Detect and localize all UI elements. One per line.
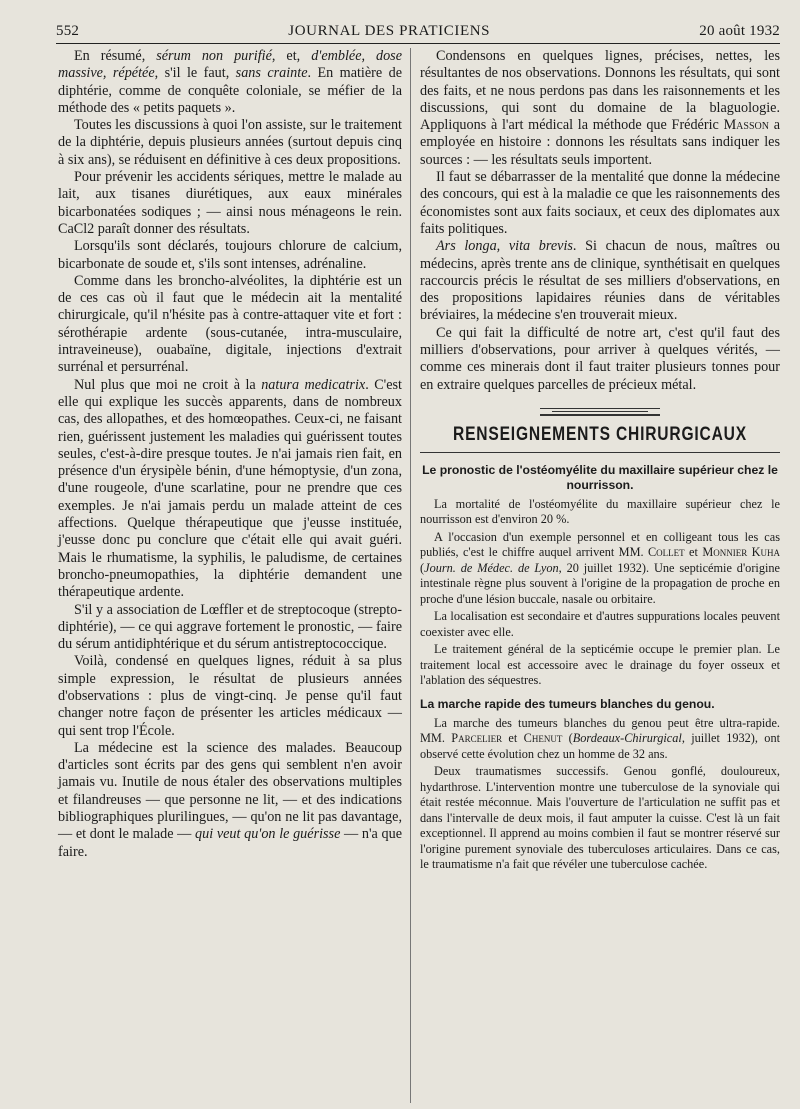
- paragraph: [420, 642, 780, 689]
- text-run: , 20 juillet 1932). Une septicémie d'origine intestinale règne plus souvent à l'origine de la propagation de proche en proche d'une lésion buccale, nasale ou orbitaire.: [420, 560, 780, 606]
- italic-text: qui veut qu'on le guérisse: [195, 826, 341, 843]
- paragraph: [58, 653, 402, 739]
- text-run: Ce qui fait la difficulté de notre art, c'est qu'il faut des milliers d'observations, pour arriver à quelques vérités, — comme ces minerais dont il faut traiter plusieurs tonnes pour en extraire quelques parcelles de précieux métal.: [420, 324, 780, 393]
- article-title: Le pronostic de l'ostéomyélite du maxillaire supérieur chez le nourrisson.: [422, 462, 778, 492]
- text-run: Voilà, condensé en quelques lignes, réduit à sa plus simple expression, le résultat de plusieurs années d'observations : plus de vingt-cinq. Je pense qu'il faut changer notre façon de présenter les articles médicaux — qui sent trop l'École.: [58, 653, 402, 739]
- text-run: S'il y a association de Lœffler et de streptocoque (strepto-diphtérie), — ce qui aggrave fortement le pronostic, — faire du sérum antidiphtérique et du sérum antistreptococcique.: [58, 601, 402, 653]
- section-title: RENSEIGNEMENTS CHIRURGICAUX: [453, 423, 747, 445]
- text-run: Il faut se débarrasser de la mentalité que donne la médecine des concours, qui est à la maladie ce que les raisonnements des économistes sont aux faits sociaux, et ceux des diplomates aux faits politiques.: [420, 169, 780, 237]
- paragraph: [58, 740, 402, 861]
- text-run: Condensons en quelques lignes, précises, nettes, les résultantes de nos observations. Donnons les résultats, qui sont des faits, et ne nous perdons pas dans les raisonnements et les discussions, qui sont du domaine de la blaguologie. Appliquons à l'art médical la méthode que Frédéric: [420, 48, 780, 134]
- text-run: La marche des tumeurs blanches du genou peut être ultra-rapide. MM.: [420, 715, 780, 746]
- author-name: Collet: [647, 545, 685, 560]
- text-run: . En matière de diphtérie, comme de conquête coloniale, se méfier de la méthode des « petits paquets ».: [58, 65, 403, 116]
- paragraph: [58, 238, 402, 273]
- text-run: a employée en histoire : donnons les résultats sans indiquer les sources : — les résultats seuls importent.: [420, 117, 780, 168]
- text-run: , s'il le faut,: [154, 65, 236, 82]
- article-body: [420, 716, 780, 873]
- italic-text: sérum non purifié: [156, 48, 272, 64]
- paragraph: [58, 602, 402, 654]
- text-run: Lorsqu'ils sont déclarés, toujours chlorure de calcium, bicarbonate de soude et, s'ils sont intenses, adrénaline.: [58, 238, 402, 272]
- author-name: Chenut: [523, 731, 563, 746]
- text-run: Deux traumatismes successifs. Genou gonflé, douloureux, hydarthrose. L'intervention montre une tuberculose de la synoviale qui était restée méconnue. Mais l'ouverture de l'articulation ne suffit pas et dans l'intervalle de deux mois, il faut amputer la cuisse. C'est là un fait exceptionnel. Il apprend au moins combien il faut se montrer réservé sur l'origine purement synoviale des tuberculoses articulaires. Dans ce cas, le traumatisme n'a fait que révéler une tuberculose cachée.: [420, 764, 780, 872]
- text-run: , et,: [271, 48, 312, 64]
- italic-text: Journ. de Médec. de Lyon: [424, 560, 559, 575]
- text-run: Comme dans les broncho-alvéolites, la diphtérie est un de ces cas où il faut que le médecin ait la mentalité chirurgicale, qu'il n'hésite pas à contre-attaquer vite et fort : sérothérapie ardente (sous-cutanée, intra-musculaire, intraveineuse), ouabaïne, digitale, injections d'extrait surrénal et persurrénal.: [58, 272, 402, 376]
- column-divider: [410, 48, 411, 1103]
- italic-text: d'emblée, dose massive, répétée: [58, 48, 403, 82]
- article-title: La marche rapide des tumeurs blanches du genou.: [420, 696, 715, 711]
- author-name: Masson: [723, 117, 769, 134]
- section-title-rule: [420, 452, 780, 453]
- text-run: (: [562, 731, 573, 746]
- paragraph: [420, 530, 780, 608]
- journal-title: JOURNAL DES PRATICIENS: [288, 23, 491, 39]
- text-run: et: [684, 545, 703, 560]
- text-run: . Si chacun de nous, maîtres ou médecins, après trente ans de clinique, synthétisait en quelques raccourcis précis le résultat de ses milliers d'observations, en des propositions lapidaires réunies dans de véritables bréviaires, la médecine s'en trouverait mieux.: [420, 238, 780, 324]
- italic-text: natura medicatrix: [261, 376, 366, 393]
- paragraph: [420, 764, 780, 873]
- paragraph: [58, 273, 402, 377]
- left-column: [58, 48, 402, 861]
- paragraph: [420, 497, 780, 528]
- italic-text: Bordeaux-Chirurgical: [572, 731, 682, 746]
- text-run: Pour prévenir les accidents sériques, mettre le malade au lait, aux tisanes diurétiques, aux eaux minérales bicarbonatées sodiques ; — ainsi nous ménageons le rein. CaCl2 paraît donner des résultats.: [58, 169, 402, 237]
- right-column-text: [420, 48, 780, 394]
- text-run: A l'occasion d'un exemple personnel et en colligeant tous les cas publiés, c'est le chiffre auquel arrivent MM.: [420, 529, 780, 560]
- paragraph: [420, 609, 780, 640]
- text-run: (: [420, 560, 425, 575]
- page-header: [56, 18, 780, 44]
- right-column: [420, 48, 780, 873]
- text-run: — n'a que faire.: [58, 826, 403, 860]
- paragraph: [58, 169, 402, 238]
- ornamental-rule: [540, 408, 660, 416]
- paragraph: [420, 169, 780, 238]
- text-run: Nul plus que moi ne croit à la: [74, 376, 262, 393]
- issue-date: 20 août 1932: [699, 23, 780, 39]
- italic-text: sans crainte: [235, 65, 308, 82]
- paragraph: [420, 716, 780, 763]
- paragraph: [420, 325, 780, 394]
- text-run: La mortalité de l'ostéomyélite du maxillaire supérieur chez le nourrisson est d'environ 20 %.: [420, 496, 780, 527]
- author-name: Parcelier: [451, 731, 503, 746]
- article-body: [420, 497, 780, 689]
- italic-text: Ars longa, vita brevis: [436, 238, 573, 255]
- text-run: En résumé,: [74, 48, 157, 64]
- text-run: Toutes les discussions à quoi l'on assiste, sur le traitement de la diphtérie, depuis plusieurs années (surtout depuis cinq à six ans), se réduisent en définitive à ces deux propositions.: [58, 117, 402, 168]
- text-run: , juillet 1932), ont observé cette évolution chez un homme de 32 ans.: [420, 731, 781, 761]
- paragraph: [58, 48, 402, 117]
- paragraph: [420, 238, 780, 324]
- text-run: . C'est elle qui explique les succès apparents, dans de nombreux cas, des allopathes, et des homœopathes. Ceux-ci, ne faisant rien, guérissent justement les maladies qui guérissent toutes seules, c'est-à-dire presque toutes. Je n'ai jamais rien fait, en présence d'un érysipèle bénin, d'une hémoptysie, d'un zona, d'une rougeole, d'une scarlatine, pour ne prendre que ces exemples. Je n'ai jamais perdu un malade atteint de ces affections. Quelque thérapeutique que j'eusse instituée, j'eusse donc pu conclure que c'était elle qui avait guéri. Mais le rhumatisme, la syphilis, le paludisme, de certaines broncho-pneumopathies, la diphtérie demandent une thérapeutique ardente.: [58, 376, 402, 601]
- text-run: La localisation est secondaire et d'autres suppurations locales peuvent coexister avec elle.: [420, 609, 780, 639]
- text-run: La médecine est la science des malades. Beaucoup d'articles sont écrits par des gens qui semblent n'en avoir jamais vu. Inutile de nous étaler des observations multiples et filandreuses — que personne ne lit, — et des indications bibliographiques plurilingues, — qu'on ne lit pas davantage, — et dont le malade —: [58, 739, 402, 843]
- paragraph: [58, 117, 402, 169]
- author-name: Monnier Kuha: [702, 545, 781, 560]
- paragraph: [420, 48, 780, 169]
- page-number: 552: [56, 23, 80, 39]
- paragraph: [58, 377, 402, 602]
- text-run: Le traitement général de la septicémie occupe le premier plan. Le traitement local est accessoire avec le drainage du foyer osseux et l'ablation des séquestres.: [420, 642, 780, 688]
- text-run: et: [502, 731, 524, 746]
